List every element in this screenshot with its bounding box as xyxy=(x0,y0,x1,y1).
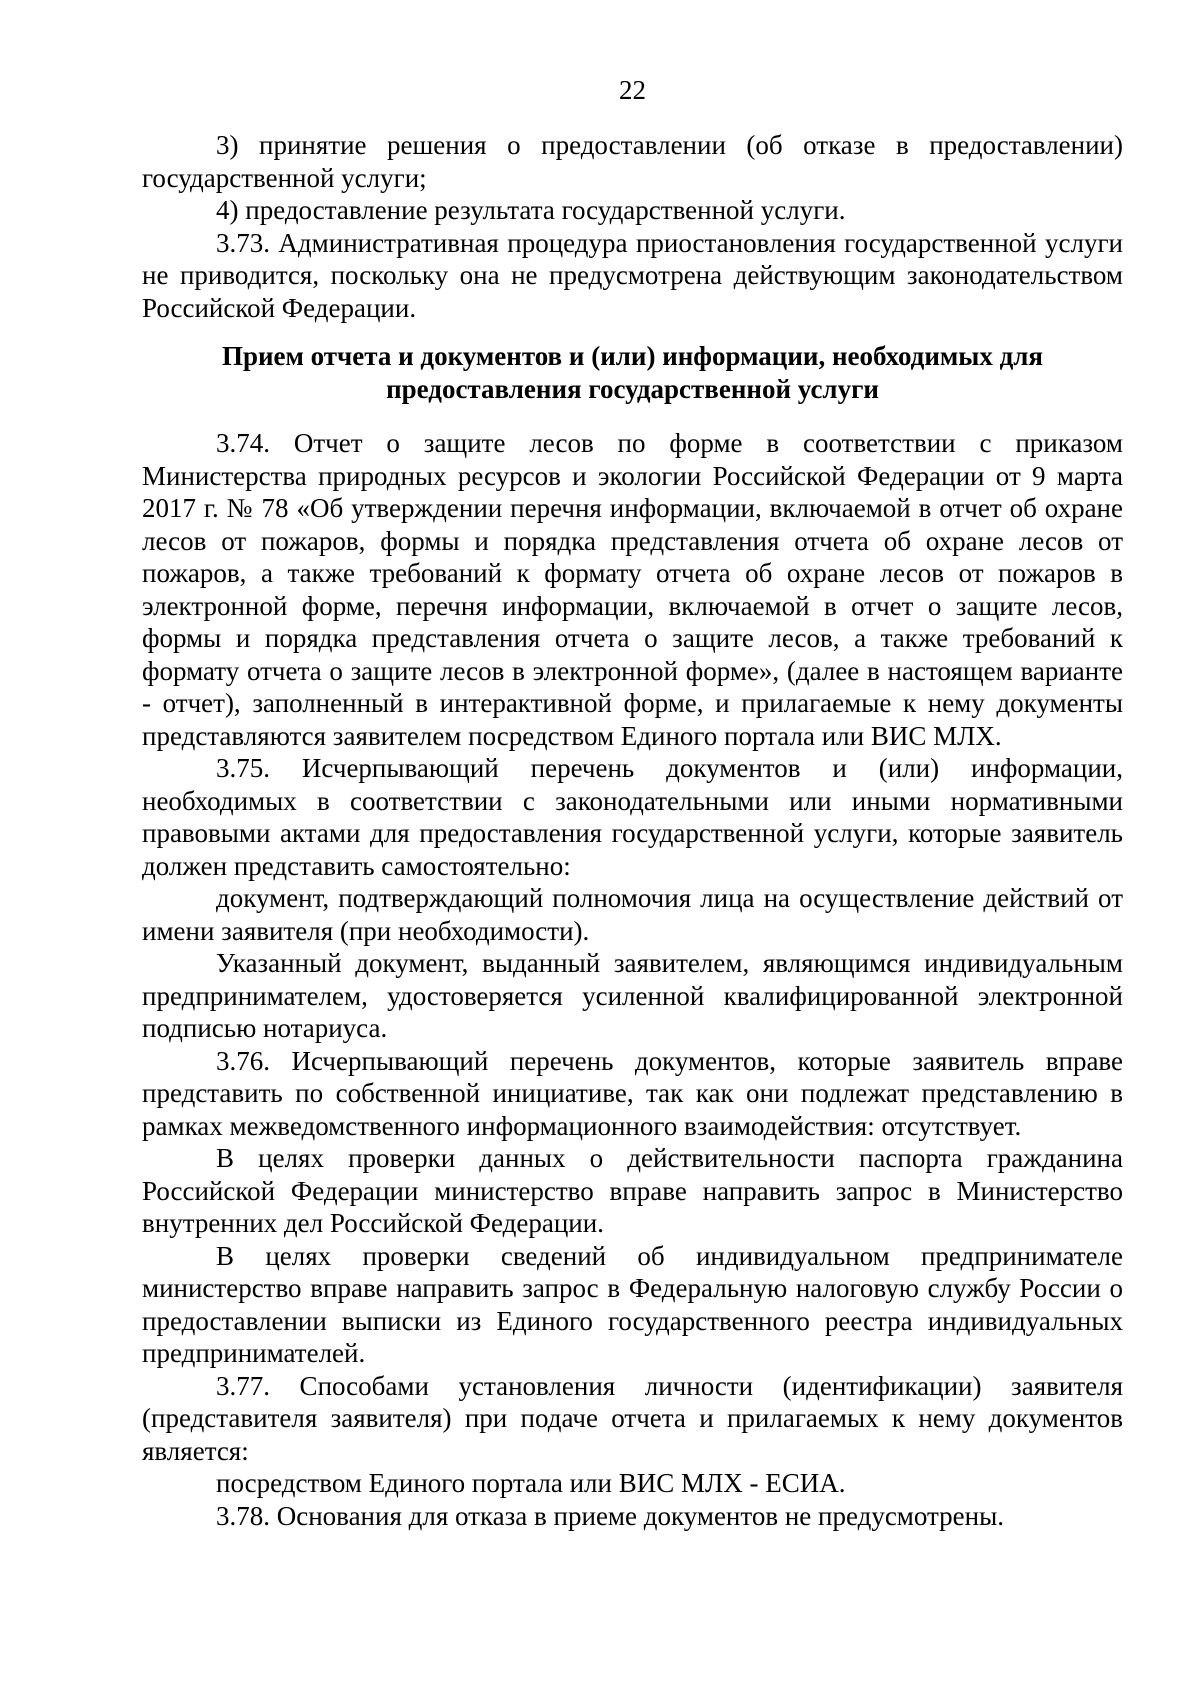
paragraph-3-76: 3.76. Исчерпывающий перечень документов, которые заявитель вправе представить по собственной инициативе, так как они подлежат представлению в рамках межведомственного информационного взаимодействия: отсутствует. xyxy=(142,1045,1123,1141)
paragraph-3-78: 3.78. Основания для отказа в приеме документов не предусмотрены. xyxy=(216,1500,1004,1531)
paragraph-authority-document: документ, подтверждающий полномочия лица на осуществление действий от имени заявителя (при необходимости). xyxy=(142,883,1123,946)
section-heading-block xyxy=(142,340,1123,406)
section-heading: Прием отчета и документов и (или) информации, необходимых для предоставления государственной услуги xyxy=(221,341,1044,404)
paragraph-3-74: 3.74. Отчет о защите лесов по форме в соответствии с приказом Министерства природных ресурсов и экологии Российской Федерации от 9 марта 2017 г. № 78 «Об утверждении перечня информации, включаемой в отчет об охране лесов от пожаров, формы и порядка представления отчета об охране лесов от пожаров, а также требований к формату отчета об охране лесов от пожаров в электронной форме, перечня информации, включаемой в отчет о защите лесов, формы и порядка представления отчета о защите лесов, а также требований к формату отчета о защите лесов в электронной форме», (далее в настоящем варианте - отчет), заполненный в интерактивной форме, и прилагаемые к нему документы представляются заявителем посредством Единого портала или ВИС МЛХ. xyxy=(142,428,1123,751)
paragraph-notary-signature: Указанный документ, выданный заявителем, являющимся индивидуальным предпринимателем, удостоверяется усиленной квалифицированной электронной подписью нотариуса. xyxy=(142,948,1123,1043)
paragraph-list-item-3: 3) принятие решения о предоставлении (об отказе в предоставлении) государственной услуги; xyxy=(142,130,1123,193)
body-paragraphs xyxy=(142,427,1123,1532)
paragraph-list-item-4: 4) предоставление результата государственной услуги. xyxy=(216,195,846,225)
paragraph-3-73: 3.73. Административная процедура приостановления государственной услуги не приводится, поскольку она не предусмотрена действующим законодательством Российской Федерации. xyxy=(142,227,1123,323)
page-number: 22 xyxy=(619,75,646,105)
paragraph-esia: посредством Единого портала или ВИС МЛХ - ЕСИА. xyxy=(216,1468,846,1498)
paragraph-passport-check: В целях проверки данных о действительности паспорта гражданина Российской Федерации министерство вправе направить запрос в Министерство внутренних дел Российской Федерации. xyxy=(142,1143,1123,1238)
paragraph-entrepreneur-check: В целях проверки сведений об индивидуальном предпринимателе министерство вправе направить запрос в Федеральную налоговую службу России о предоставлении выписки из Единого государственного реестра индивидуальных предпринимателей. xyxy=(142,1240,1123,1368)
top-paragraphs xyxy=(142,129,1123,324)
paragraph-3-77: 3.77. Способами установления личности (идентификации) заявителя (представителя заявителя) при подаче отчета и прилагаемых к нему документов является: xyxy=(142,1370,1123,1466)
paragraph-3-75: 3.75. Исчерпывающий перечень документов и (или) информации, необходимых в соответствии с законодательными или иными нормативными правовыми актами для предоставления государственной услуги, которые заявитель должен представить самостоятельно: xyxy=(142,753,1123,881)
